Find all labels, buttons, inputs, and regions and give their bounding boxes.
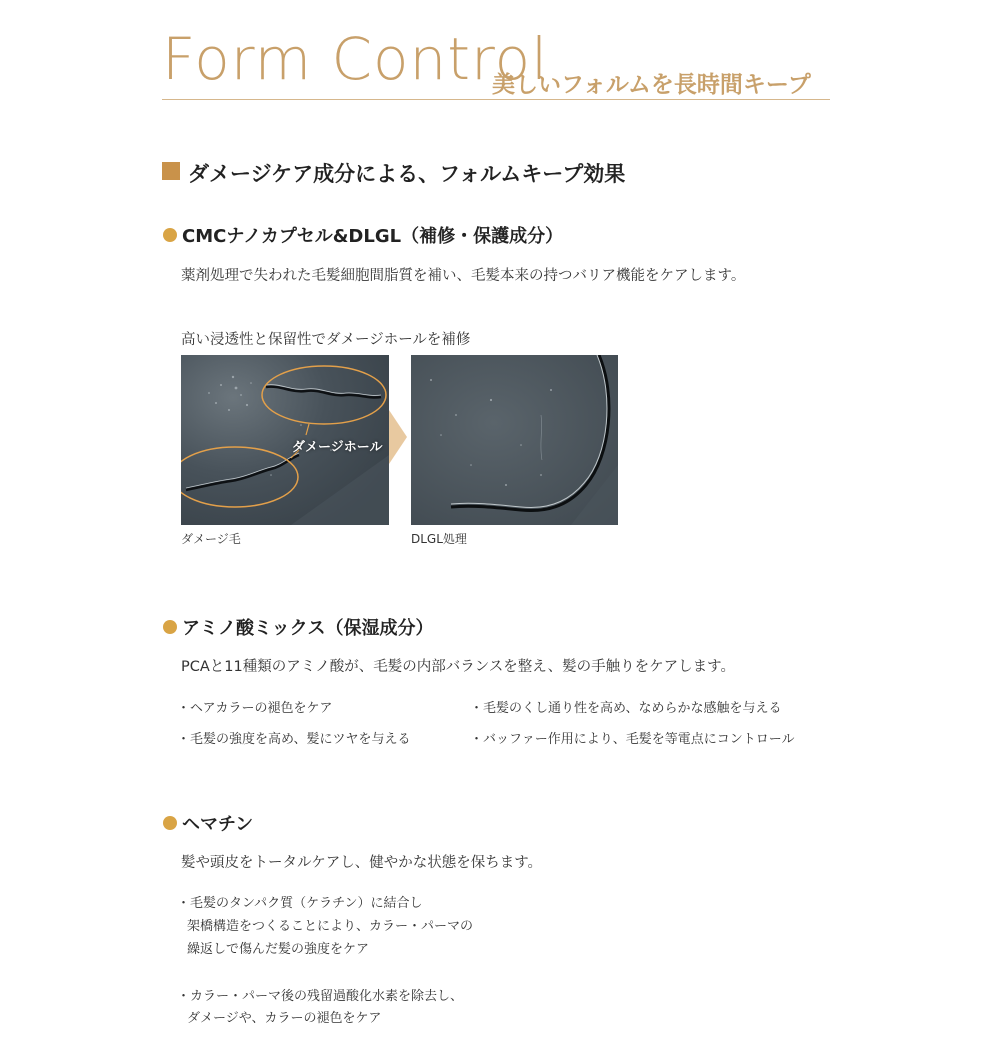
amino-bullet: ・バッファー作用により、毛髪を等電点にコントロール: [470, 732, 795, 747]
hematin-bullet-line: 架橋構造をつくることにより、カラー・パーマの: [187, 919, 474, 934]
hematin-bullet-line: ・カラー・パーマ後の残留過酸化水素を除去し、: [177, 989, 464, 1004]
damage-hole-label: ダメージホール: [292, 440, 383, 455]
dot-bullet-icon: [163, 228, 177, 242]
amino-title: アミノ酸ミックス（保湿成分）: [182, 618, 434, 639]
amino-bullet: ・ヘアカラーの褪色をケア: [177, 701, 333, 716]
dlgl-treated-photo: [411, 355, 618, 525]
hematin-title: ヘマチン: [182, 814, 254, 835]
caption-dlgl: DLGL処理: [411, 532, 467, 546]
page-title-english: Form Control: [162, 25, 549, 93]
hematin-description: 髪や頭皮をトータルケアし、健やかな状態を保ちます。: [181, 855, 543, 871]
dot-bullet-icon: [163, 816, 177, 830]
amino-bullet: ・毛髪の強度を高め、髪にツヤを与える: [177, 732, 411, 747]
hematin-bullet-line: ダメージや、カラーの褪色をケア: [187, 1011, 382, 1026]
arrow-right-icon: [389, 410, 409, 464]
cmc-description: 薬剤処理で失われた毛髪細胞間脂質を補い、毛髪本来の持つバリア機能をケアします。: [181, 268, 746, 284]
page-subtitle-japanese: 美しいフォルムを長時間キープ: [492, 72, 811, 98]
title-divider: [162, 99, 830, 100]
figure-title: 高い浸透性と保留性でダメージホールを補修: [181, 332, 471, 348]
amino-description: PCAと11種類のアミノ酸が、毛髪の内部バランスを整え、髪の手触りをケアします。: [181, 659, 736, 675]
caption-damaged-hair: ダメージ毛: [181, 532, 241, 546]
hematin-bullet-line: 繰返しで傷んだ髪の強度をケア: [187, 942, 370, 957]
hematin-bullet-line: ・毛髪のタンパク質（ケラチン）に結合し: [177, 896, 423, 911]
amino-bullet: ・毛髪のくし通り性を高め、なめらかな感触を与える: [470, 701, 782, 716]
section-title: ダメージケア成分による、フォルムキープ効果: [188, 162, 626, 186]
dot-bullet-icon: [163, 620, 177, 634]
cmc-title: CMCナノカプセル&DLGL（補修・保護成分）: [182, 226, 564, 247]
square-bullet-icon: [162, 162, 180, 180]
